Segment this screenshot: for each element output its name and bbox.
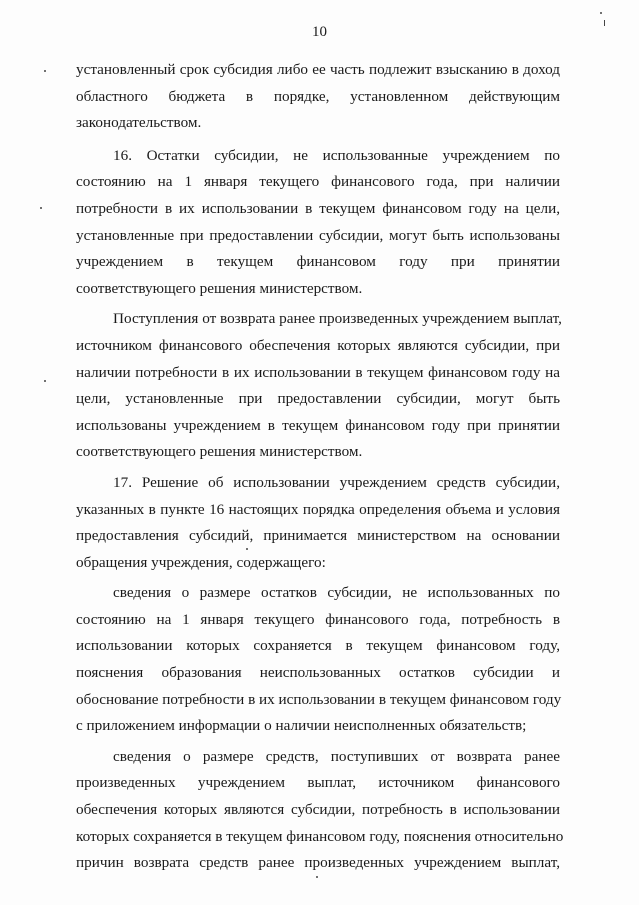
- scan-speck: [246, 548, 248, 550]
- text-line: обоснование потребности в их использовании в текущем финансовом году: [76, 690, 562, 708]
- paragraph-continuation: [76, 57, 560, 137]
- text-line: обеспечения которых являются субсидии, потребность в использовании: [76, 801, 560, 819]
- text-line: соответствующего решения министерством.: [76, 443, 363, 461]
- paragraph-item-17: [76, 470, 560, 576]
- text-line: законодательством.: [76, 114, 202, 132]
- text-line: областного бюджета в порядке, установленном действующим: [76, 87, 560, 105]
- scan-speck: [40, 207, 42, 209]
- paragraph-returns: [76, 306, 560, 466]
- paragraph-item-16: [76, 143, 560, 303]
- scan-speck: [604, 20, 605, 26]
- text-line: Поступления от возврата ранее произведенных учреждением выплат,: [113, 310, 562, 328]
- text-line: обращения учреждения, содержащего:: [76, 553, 326, 571]
- page-number: 10: [312, 24, 327, 40]
- paragraph-funds-info: [76, 744, 564, 877]
- text-line: произведенных учреждением выплат, источником финансового: [76, 774, 560, 792]
- text-line: с приложением информации о наличии неисполненных обязательств;: [76, 717, 527, 735]
- text-line: 16. Остатки субсидии, не использованные учреждением по: [113, 146, 560, 164]
- text-line: предоставления субсидий, принимается министерством на основании: [76, 527, 560, 545]
- text-line: потребности в их использовании в текущем финансовом году на цели,: [76, 199, 560, 217]
- text-line: 17. Решение об использовании учреждением средств субсидии,: [113, 473, 560, 491]
- scan-speck: [44, 70, 46, 72]
- scan-speck: [44, 380, 46, 382]
- document-body: [76, 57, 564, 877]
- paragraph-remainder-info: [76, 580, 560, 740]
- text-line: пояснения образования неиспользованных остатков субсидии и: [76, 664, 560, 682]
- text-line: использовании которых сохраняется в текущем финансовом году,: [76, 637, 560, 655]
- text-line: наличии потребности в их использовании в текущем финансовом году на: [76, 363, 560, 381]
- text-line: указанных в пункте 16 настоящих порядка определения объема и условия: [76, 500, 560, 518]
- text-line: использованы учреждением в текущем финансовом году при принятии: [76, 416, 560, 434]
- text-line: сведения о размере остатков субсидии, не использованных по: [113, 584, 560, 602]
- text-line: источником финансового обеспечения которых являются субсидии, при: [76, 336, 560, 354]
- text-line: учреждением в текущем финансовом году при принятии: [76, 253, 560, 271]
- text-line: установленные при предоставлении субсидии, могут быть использованы: [76, 226, 560, 244]
- text-line: установленный срок субсидия либо ее часть подлежит взысканию в доход: [76, 61, 560, 78]
- text-line: соответствующего решения министерством.: [76, 279, 363, 297]
- text-line: цели, установленные при предоставлении субсидии, могут быть: [76, 390, 560, 408]
- text-line: сведения о размере средств, поступивших от возврата ранее: [113, 747, 560, 765]
- scan-speck: [600, 12, 602, 14]
- text-line: состоянию на 1 января текущего финансового года, потребность в: [76, 610, 560, 628]
- text-line: которых сохраняется в текущем финансовом году, пояснения относительно: [76, 827, 564, 845]
- scan-speck: [316, 876, 318, 878]
- text-line: состоянию на 1 января текущего финансового года, при наличии: [76, 173, 560, 191]
- text-line: причин возврата средств ранее произведенных учреждением выплат,: [76, 854, 560, 872]
